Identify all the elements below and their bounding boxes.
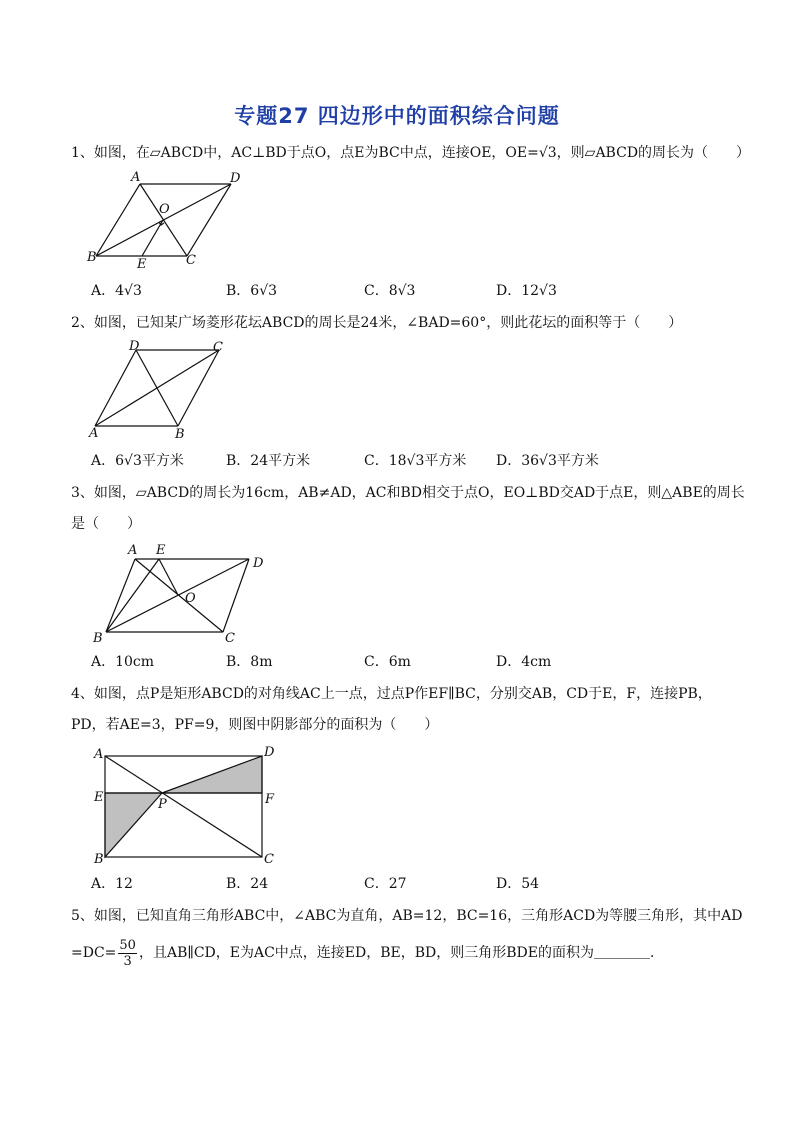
choice-c[interactable]: C．27	[364, 876, 407, 892]
label-D: D	[129, 339, 140, 354]
label-C: C	[186, 253, 196, 268]
choice-d[interactable]: D．12√3	[496, 283, 557, 299]
question-3-text-line2: 是（ ）	[71, 516, 141, 532]
choice-d[interactable]: D．36√3平方米	[496, 453, 599, 469]
choice-d[interactable]: D．54	[496, 876, 540, 892]
choice-c[interactable]: C．6m	[364, 654, 411, 670]
label-B: B	[175, 427, 185, 442]
label-E: E	[94, 790, 104, 805]
figure-q2-rhombus	[85, 338, 235, 442]
choice-a[interactable]: A．4√3	[91, 283, 142, 299]
fraction-denominator: 3	[123, 953, 132, 969]
label-P: P	[158, 797, 167, 812]
page-title: 专题27 四边形中的面积综合问题	[234, 104, 560, 128]
choice-c[interactable]: C．18√3平方米	[364, 453, 467, 469]
label-B: B	[94, 852, 104, 867]
fraction-numerator: 50	[119, 937, 136, 953]
label-E: E	[156, 543, 166, 558]
question-5-text-line2	[71, 935, 664, 971]
figure-q3-parallelogram	[85, 540, 275, 648]
label-D: D	[230, 171, 241, 186]
label-A: A	[89, 426, 99, 441]
label-A: A	[128, 543, 138, 558]
label-A: A	[94, 747, 104, 762]
fraction	[118, 938, 137, 969]
label-F: F	[265, 792, 275, 807]
label-E: E	[137, 257, 147, 272]
choice-c[interactable]: C．8√3	[364, 283, 416, 299]
question-5-text-line1: 5、如图，已知直角三角形ABC中，∠ABC为直角，AB=12，BC=16，三角形ACD为等腰三角形，其中AD	[71, 908, 743, 924]
choice-b[interactable]: B．24平方米	[226, 453, 311, 469]
choice-a[interactable]: A．6√3平方米	[91, 453, 184, 469]
label-C: C	[213, 340, 223, 355]
label-C: C	[225, 631, 235, 646]
question-2-text: 2、如图，已知某广场菱形花坛ABCD的周长是24米，∠BAD=60°，则此花坛的面积等于（ ）	[71, 315, 683, 331]
choice-b[interactable]: B．8m	[226, 654, 273, 670]
choice-a[interactable]: A．10cm	[91, 654, 155, 670]
label-D: D	[253, 556, 264, 571]
figure-q1-parallelogram	[85, 168, 255, 272]
choice-a[interactable]: A．12	[91, 876, 133, 892]
figure-q4-rectangle	[85, 742, 285, 868]
label-O: O	[185, 591, 196, 606]
question-3-text-line1: 3、如图，▱ABCD的周长为16cm，AB≠AD，AC和BD相交于点O，EO⊥BD交AD于点E，则△ABE的周长	[71, 485, 745, 501]
label-A: A	[131, 170, 141, 185]
q5-prefix: =DC=	[71, 945, 117, 961]
label-C: C	[264, 852, 274, 867]
label-O: O	[159, 202, 170, 217]
question-4-text-line2: PD，若AE=3，PF=9，则图中阴影部分的面积为（ ）	[71, 717, 439, 733]
label-D: D	[264, 745, 275, 760]
label-B: B	[93, 631, 103, 646]
choice-b[interactable]: B．24	[226, 876, 269, 892]
question-4-text-line1: 4、如图，点P是矩形ABCD的对角线AC上一点，过点P作EF∥BC，分别交AB，CD于E，F，连接PB，	[71, 686, 712, 702]
choice-d[interactable]: D．4cm	[496, 654, 552, 670]
choice-b[interactable]: B．6√3	[226, 283, 278, 299]
question-1-text: 1、如图，在▱ABCD中，AC⊥BD于点O，点E为BC中点，连接OE，OE=√3，则▱ABCD的周长为（ ）	[71, 145, 751, 161]
label-B: B	[87, 250, 97, 265]
q5-suffix: ，且AB∥CD，E为AC中点，连接ED，BE，BD，则三角形BDE的面积为＿＿＿＿．	[138, 945, 664, 961]
